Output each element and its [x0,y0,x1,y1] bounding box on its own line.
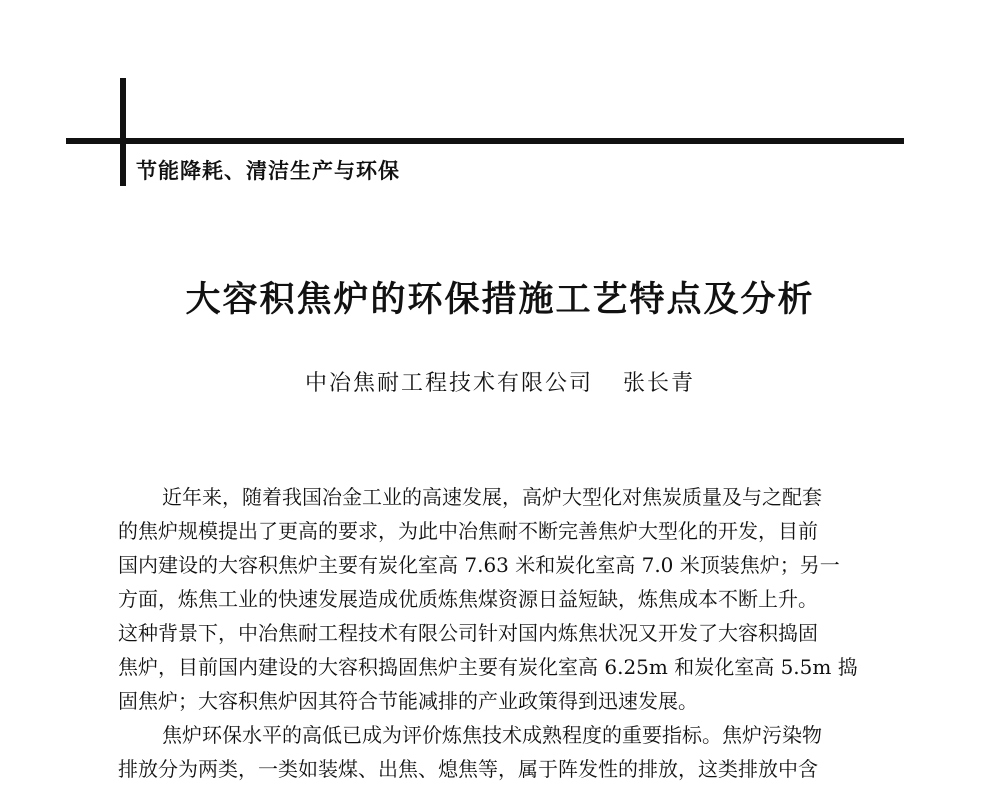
header-vertical-rule [120,78,126,186]
paragraph-line: 的焦炉规模提出了更高的要求，为此中冶焦耐不断完善焦炉大型化的开发，目前 [118,519,818,543]
paragraph-line: 国内建设的大容积焦炉主要有炭化室高 7.63 米和炭化室高 7.0 米顶装焦炉；另一 [118,553,840,577]
paragraph-line: 固焦炉；大容积焦炉因其符合节能减排的产业政策得到迅速发展。 [118,689,698,713]
paragraph-line: 近年来，随着我国冶金工业的高速发展，高炉大型化对焦炭质量及与之配套 [162,485,822,509]
section-label: 节能降耗、清洁生产与环保 [136,159,400,183]
paragraph-line: 方面，炼焦工业的快速发展造成优质炼焦煤资源日益短缺，炼焦成本不断上升。 [118,587,818,611]
paragraph-line: 排放分为两类，一类如装煤、出焦、熄焦等，属于阵发性的排放，这类排放中含 [118,757,818,781]
paper-title: 大容积焦炉的环保措施工艺特点及分析 [185,279,815,320]
byline [0,366,1000,397]
paragraph-line: 焦炉，目前国内建设的大容积捣固焦炉主要有炭化室高 6.25m 和炭化室高 5.5m 捣 [118,655,858,679]
author-affiliation: 中冶焦耐工程技术有限公司 [304,371,593,396]
paragraph-line: 焦炉环保水平的高低已成为评价炼焦技术成熟程度的重要指标。焦炉污染物 [162,723,822,747]
header-horizontal-rule [66,138,904,144]
author-name: 张长青 [623,371,696,396]
body-text [118,480,918,786]
paragraph-line: 这种背景下，中冶焦耐工程技术有限公司针对国内炼焦状况又开发了大容积捣固 [118,621,818,645]
